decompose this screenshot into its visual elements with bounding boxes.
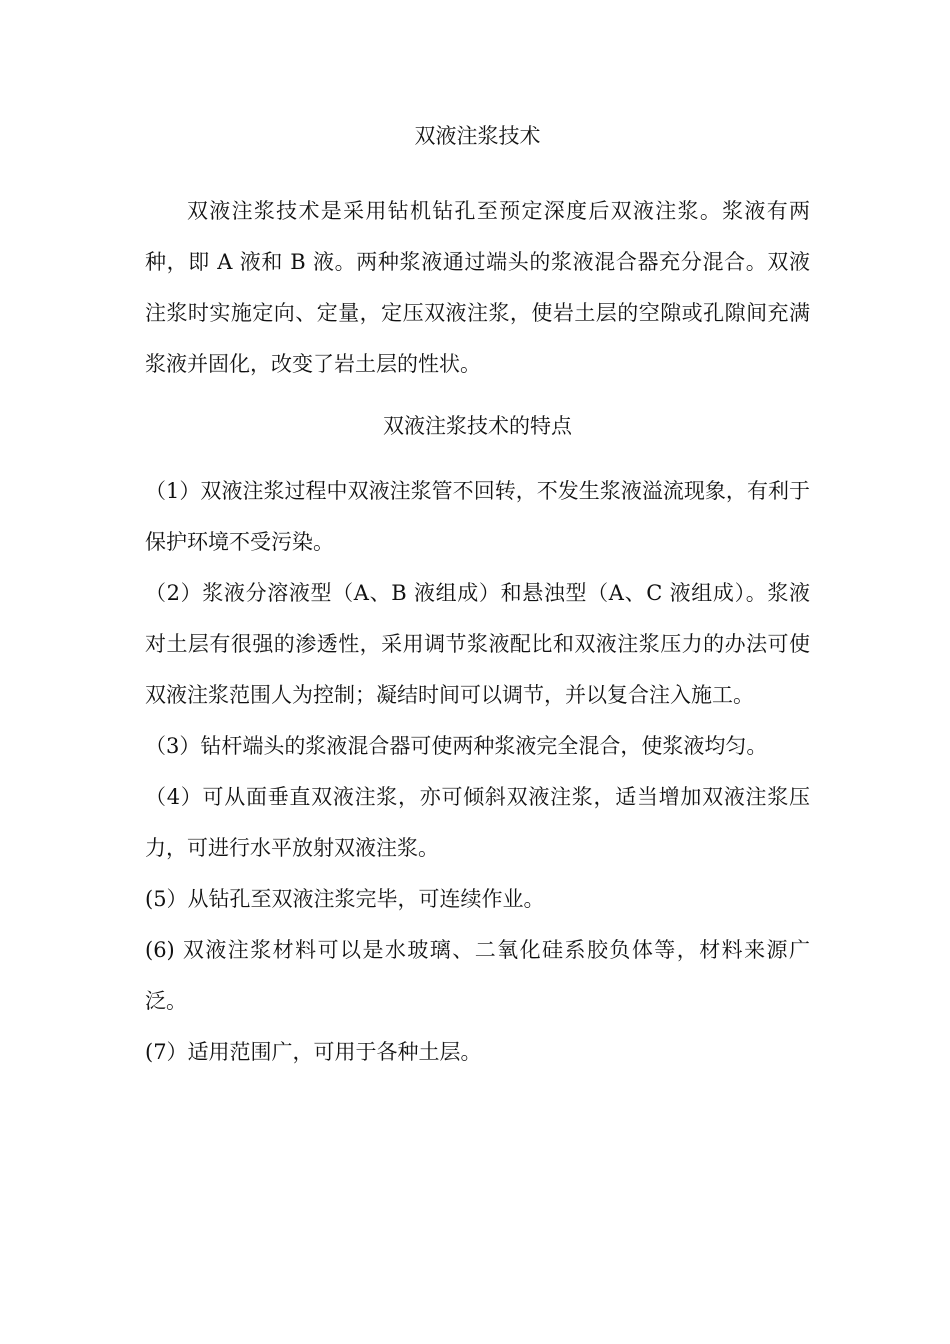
feature-item-7: (7）适用范围广，可用于各种土层。	[145, 1040, 482, 1064]
feature-item-6: (6) 双液注浆材料可以是水玻璃、二氧化硅系胶负体等，材料来源广泛。	[145, 938, 810, 1013]
document-title: 双液注浆技术	[414, 124, 541, 148]
feature-item-1: （1）双液注浆过程中双液注浆管不回转，不发生浆液溢流现象，有利于保护环境不受污染。	[145, 479, 810, 554]
feature-list	[145, 466, 810, 1078]
section-heading: 双液注浆技术的特点	[383, 414, 572, 438]
feature-item-3: （3）钻杆端头的浆液混合器可使两种浆液完全混合，使浆液均匀。	[145, 734, 768, 758]
feature-item-5: (5）从钻孔至双液注浆完毕，可连续作业。	[145, 887, 545, 911]
feature-item-2: （2）浆液分溶液型（A、B 液组成）和悬浊型（A、C 液组成）。浆液对土层有很强的渗透性，采用调节浆液配比和双液注浆压力的办法可使双液注浆范围人为控制；凝结时间可以调节，并以复合注入施工。	[145, 581, 810, 707]
document-body	[145, 114, 810, 1078]
intro-paragraph: 双液注浆技术是采用钻机钻孔至预定深度后双液注浆。浆液有两种，即 A 液和 B 液。两种浆液通过端头的浆液混合器充分混合。双液注浆时实施定向、定量，定压双液注浆，使岩土层的空隙或孔隙间充满浆液并固化，改变了岩土层的性状。	[145, 199, 810, 376]
feature-item-4: （4）可从面垂直双液注浆，亦可倾斜双液注浆，适当增加双液注浆压力，可进行水平放射双液注浆。	[145, 785, 810, 860]
